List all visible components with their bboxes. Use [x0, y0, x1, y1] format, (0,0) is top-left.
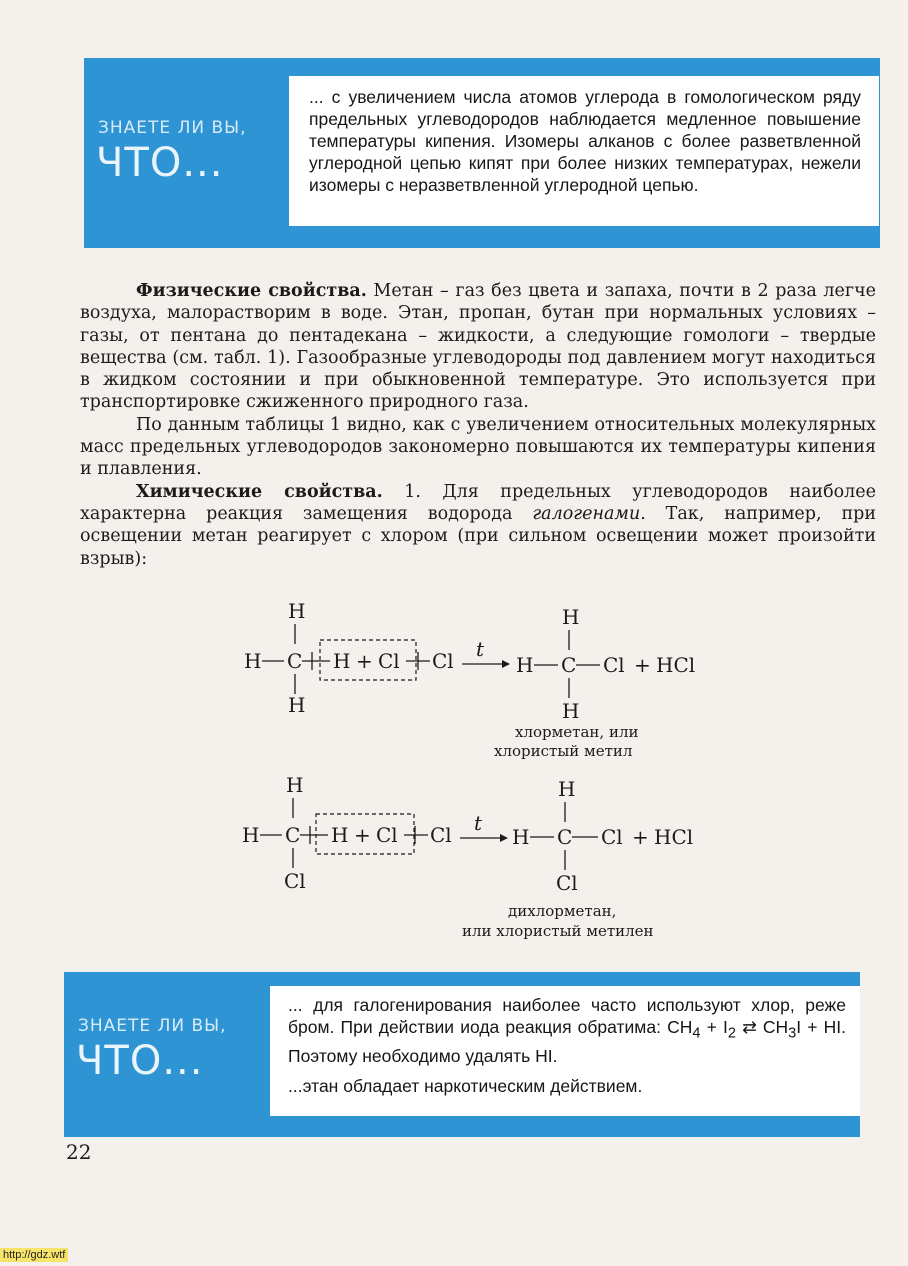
eq-ch3: CH: [762, 1017, 789, 1037]
r1-plus: +: [356, 649, 373, 673]
eq-plus-i: + I: [700, 1017, 728, 1037]
paragraph-chemical-properties: [80, 481, 876, 570]
reaction-methane-chlorination: [0, 600, 908, 760]
r1-caption-2: хлористый метил: [494, 742, 633, 760]
r2-h-left: H: [242, 823, 260, 847]
r2-p-hcl: HCl: [654, 825, 694, 849]
r1-arrow-head: [502, 660, 510, 668]
did-you-know-note: [270, 986, 860, 1116]
r1-cl-b: Cl: [432, 649, 454, 673]
watermark-link[interactable]: http://gdz.wtf: [0, 1248, 68, 1262]
r1-h-top: H: [288, 600, 306, 623]
ethane-note: ...этан обладает наркотическим действием.: [288, 1075, 643, 1096]
chemical-text-a: 1. Для предельных углеводородов наиболее характерна реакция замещения водорода: [80, 481, 876, 524]
reaction-dichloromethane: [0, 772, 908, 942]
r1-p-cl: Cl: [603, 653, 625, 677]
r2-caption-2: или хлористый метилен: [462, 922, 654, 940]
chemical-text-b: . Так, например, при освещении метан реагирует с хлором (при сильном освещении может произойти взрыв):: [80, 503, 876, 569]
reaction-2-svg: [0, 772, 908, 942]
eq-sub-4: 4: [692, 1025, 701, 1042]
r1-p-h-left: H: [516, 653, 534, 677]
r1-c: C: [287, 649, 303, 673]
did-you-know-kicker: ЗНАЕТЕ ЛИ ВЫ,: [78, 1016, 227, 1036]
r2-cl-b: Cl: [430, 823, 452, 847]
did-you-know-box-1: [84, 58, 880, 248]
did-you-know-note: ... с увеличением числа атомов углерода в гомологическом ряду предельных углеводородов наблюдается медленное повышение температуры кипения. Изомеры алканов с более разветвленной углеродной цепью кипят при более низких температурах, нежели изомеры с неразветвленной углеродной цепью.: [289, 76, 879, 226]
r2-p-cl: Cl: [601, 825, 623, 849]
r2-cl-bottom: Cl: [284, 869, 306, 893]
r2-arrow-head: [500, 834, 508, 842]
eq-ch: CH: [667, 1017, 693, 1037]
main-text: [80, 280, 876, 570]
r2-plus: +: [354, 823, 371, 847]
r1-caption-1: хлорметан, или: [515, 723, 639, 741]
r1-cl-a: Cl: [378, 649, 400, 673]
r1-p-h-top: H: [562, 605, 580, 629]
r2-c: C: [285, 823, 301, 847]
r1-p-plus: +: [634, 653, 651, 677]
did-you-know-box-2: [64, 972, 860, 1137]
halogenation-note: [288, 994, 846, 1067]
r1-p-h-bottom: H: [562, 699, 580, 723]
r1-h-left: H: [244, 649, 262, 673]
r2-t-label: t: [474, 811, 483, 835]
r1-t-label: t: [476, 637, 485, 661]
r2-cl-a: Cl: [376, 823, 398, 847]
physical-text: Метан – газ без цвета и запаха, почти в 2 раза легче воздуха, малорастворим в воде. Этан, пропан, бутан при нормальных условиях – газы, от пентана до пентадекана – жидкости, а следующие гомологи – твердые вещества (см. табл. 1). Газообразные углеводороды под давлением могут находиться в жидком состоянии и при обыкновенной температуре. Это используется при транспортировке сжиженного природного газа.: [80, 281, 876, 413]
r1-p-hcl: HCl: [656, 653, 696, 677]
r2-h-top: H: [286, 773, 304, 797]
r2-p-h-left: H: [512, 825, 530, 849]
paragraph-physical-properties: [80, 280, 876, 414]
r2-caption-1: дихлорметан,: [508, 902, 617, 920]
eq-arrow: ⇄: [735, 1017, 763, 1037]
paragraph-table-note: По данным таблицы 1 видно, как с увеличением относительных молекулярных масс предельных углеводородов закономерно повышаются их температуры кипения и плавления.: [80, 414, 876, 480]
r2-p-cl-bottom: Cl: [556, 871, 578, 895]
reaction-1-svg: [0, 600, 908, 760]
did-you-know-title: ЧТО...: [96, 140, 224, 186]
eq-rest: I + HI. Поэтому необходимо удалять HI.: [288, 1017, 846, 1066]
r2-p-h-top: H: [558, 777, 576, 801]
did-you-know-kicker: ЗНАЕТЕ ЛИ ВЫ,: [98, 118, 247, 138]
did-you-know-title: ЧТО...: [76, 1038, 204, 1084]
halogens-italic: галогенами: [532, 503, 641, 524]
heading-chemical: Химические свойства.: [136, 481, 383, 502]
halogenation-text: ... для галогенирования наиболее часто используют хлор, реже бром. При действии иода реакция обратима:: [288, 995, 846, 1037]
eq-sub-2: 2: [727, 1025, 736, 1042]
r2-p-plus: +: [632, 825, 649, 849]
page-number: 22: [66, 1140, 92, 1164]
r1-h-mid: H: [333, 649, 351, 673]
r2-h-mid: H: [331, 823, 349, 847]
r1-h-bottom: H: [288, 693, 306, 717]
r1-p-c: C: [561, 653, 577, 677]
heading-physical: Физические свойства.: [136, 281, 367, 301]
r2-p-c: C: [557, 825, 573, 849]
eq-sub-3: 3: [788, 1025, 797, 1042]
